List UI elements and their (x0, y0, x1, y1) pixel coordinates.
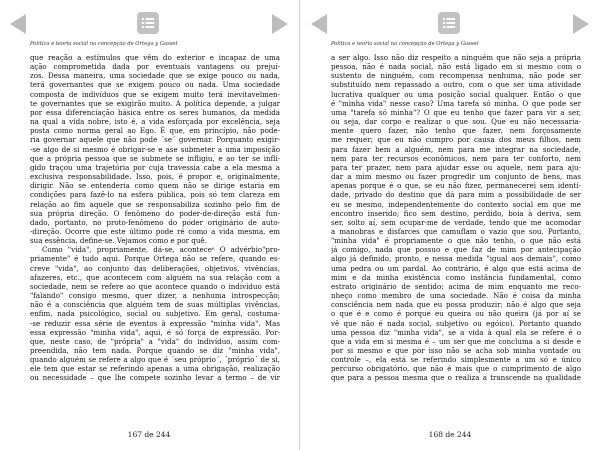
text-line: te governantes que se exigirão muito. A política depende, a julgar (30, 98, 280, 108)
right-page (301, 0, 599, 450)
text-line: sustento de ninguém, com recompensa nenhuma, não pode ser (331, 71, 581, 81)
text-line: sua própria direção. O fenômeno do poder-de-direção está fun- (30, 208, 280, 218)
text-line: que a própria pessoa que se submete se infligiu, e ao ter se infli- (30, 153, 280, 163)
page-body (331, 53, 581, 383)
next-page-arrow-icon[interactable] (272, 14, 288, 34)
text-line: terá governantes que se exigem pouco ou nada. Uma sociedade (30, 80, 280, 90)
paragraph (30, 245, 280, 382)
left-page (0, 0, 298, 450)
text-line: o que é e como é porque eu queira ou não queira (já por aí se (331, 309, 581, 319)
text-line: gido traçou uma trajetória por cuja travessia cabe a ela mesma a (30, 162, 280, 172)
text-line: -direção. Ocorre que este último pode ré como a vida mesma, em (30, 226, 280, 236)
text-line: lucrativa qualquer ou uma posição social qualquer. Então o que (331, 89, 581, 99)
text-line: ele tem que estar se referindo apenas a uma obrigação, realização (30, 364, 280, 374)
text-line: dade, privado do destino que dá para mim a possibilidade de ser (331, 190, 581, 200)
text-line: nheço como membro de uma sociedade. Não é coisa da minha (331, 291, 581, 301)
text-line: me requer; que eu não cumpro por causa dos meus filhos, nem (331, 135, 581, 145)
text-line: ria governar aquele que não pode ´se´ governar. Porquanto exigir- (30, 135, 280, 145)
menu-button[interactable] (137, 12, 159, 34)
prev-page-arrow-icon[interactable] (10, 14, 26, 34)
page-number: 168 de 244 (428, 430, 472, 439)
text-line: na qual a vida nobre, isto é, a vida esforçada por excelência, seja (30, 117, 280, 127)
text-line: mente quero fazer, não tenho que fazer, nem forçosamente (331, 126, 581, 136)
text-line: condições para fazê-lo na esfera pública, pois só tem clareza em (30, 190, 280, 200)
paragraph (30, 53, 280, 245)
menu-button[interactable] (438, 12, 460, 34)
text-line: dar a mim mesmo ou fazer progredir um conjunto de bens, mas (331, 172, 581, 182)
running-head: Política e teoria social na concepção de Ortega y Gasset (30, 41, 178, 47)
text-line: que, neste caso, de "própria" a "vida" do indivíduo, assim com- (30, 336, 280, 346)
text-line: nem para ter recursos econômicos, nem para ter conforto, nem (331, 153, 581, 163)
text-line: dirigir. Não se entenderia como quem não se dirige estaria em (30, 181, 280, 191)
text-line: é "minha vida" nesse caso? Uma tarefa só minha. O que pode ser (331, 98, 581, 108)
text-line: creve "vida", ao conjunto das deliberações, objetivos, vivências, (30, 263, 280, 273)
text-line: ser, solto aí, sem ocupar-me de verdade, tendo que me acomodar (331, 217, 581, 227)
text-line: que para a pessoa mesma que o realiza a transcende na qualidade (331, 373, 581, 383)
prev-page-arrow-icon[interactable] (311, 14, 327, 34)
list-icon (140, 15, 156, 31)
text-line: vê que não é nada social, subjetivo ou egóico). Portanto quando (331, 318, 581, 328)
text-line: que reação a estímulos que vêm do exterior e incapaz de uma (30, 53, 280, 62)
text-line: -se algo de si mesmo é obrigar-se e ase submeter a uma imposição (30, 144, 280, 154)
page-divider (299, 0, 300, 450)
text-line: sua essência, define-se. Vejamos como e por quê. (30, 236, 207, 246)
paragraph (331, 53, 581, 383)
text-line: enfim, nada psicológico, social ou subjetivo. Em geral, costuma- (30, 309, 280, 319)
text-line: afazeres, etc., que acontecem com alguém na sua relação com a (30, 272, 280, 282)
text-line: mim e da minha existência como instância fundamental, como (331, 272, 581, 282)
text-line: controle –, ela está se referindo simplesmente a um só e único (331, 355, 581, 365)
text-line: por si mesmo e que por isso não se acha sob minha vontade ou (331, 346, 581, 355)
text-line: a ser algo. Isso não diz respeito a ninguém que não seja a própria (331, 53, 581, 62)
text-line: para fazer bem a alguém, nem para me integrar na sociedade, (331, 144, 581, 154)
text-line: uma pessoa diz "minha vida", se a vida à qual ela se refere é o (331, 327, 581, 337)
text-line: zos. Dessa maneira, uma sociedade que se exige pouco ou nada, (30, 71, 280, 81)
text-line: já comigo, nada que possuo e que faz de mim por antecipação (331, 245, 581, 255)
text-line: preendida, não tem nada. Porque quando se diz "minha vida", (30, 346, 280, 355)
text-line: ou necessidade – que lhe compete sozinho levar a termo – de vir (30, 373, 280, 383)
text-line: exclusiva responsabilidade. Isso, pois, é propor e, originalmente, (30, 172, 280, 182)
text-line: não é a consciência que alguém tem de suas múltiplas vivências, (30, 300, 280, 310)
text-line: a manobras e disfarces que camuflam o vazio que sou. Portanto, (331, 226, 581, 236)
text-line: "falando" consigo mesmo, quer dizer, a nenhuma introspecção; (30, 291, 280, 301)
text-line: ação comprometida dada por eventuais vantagens ou prejuí- (30, 62, 280, 72)
text-line: priamente" é tudo aqui. Porque Ortega não se refere, quando es- (30, 254, 280, 264)
text-line: dado, portanto, no proto-fenômeno do poder originário de auto- (30, 217, 280, 227)
text-line: "minha vida" é propriamente o que não tenho, o que não está (331, 236, 581, 246)
next-page-arrow-icon[interactable] (573, 14, 589, 34)
text-line: sociedade, nem se refere ao que acontece quando o indivíduo está (30, 281, 280, 291)
text-line: encontro inserido; fico sem destino, perdido, boia à deriva, sem (331, 208, 581, 218)
page-number: 167 de 244 (127, 430, 171, 439)
text-line: eu se mesmo, independentemente do contexto social em que me (331, 199, 581, 209)
text-line: relação ao fim aquele que se responsabiliza sozinho pelo fim de (30, 199, 280, 209)
text-line: percurso obrigatório, que não é mais que o cumprimento de algo (331, 364, 581, 374)
text-line: posta como norma geral ao Ego. É que, em princípio, não pode- (30, 126, 280, 136)
list-icon (441, 15, 457, 31)
text-line: por essa diferenciação básica entre os seres humanos, da medida (30, 107, 280, 117)
page-body (30, 53, 280, 383)
text-line: substituído nem repassado a outro, com o que ser uma atividade (331, 80, 581, 90)
running-head: Política e teoria social na concepção de Ortega y Gasset (331, 41, 479, 47)
text-line: apenas porque é o que, se eu não fizer, permanecerei sem identi- (331, 181, 581, 191)
text-line: essa expressão "minha vida", aqui, é só força de expressão. Por- (30, 327, 280, 337)
text-line: Como "vida", propriamente, dá-se, aconteceᵉ O advérbio"pro- (42, 245, 280, 255)
text-line: pessoa, não é nada social, não está ligado em si mesmo com o (331, 62, 581, 72)
text-line: que a vida em si mesma é – um ser que me concluma a si desde e (331, 336, 581, 346)
text-line: estrato originário de sentido; acima de mim enquanto me reco- (331, 281, 581, 291)
text-line: uma pedra ou um pardal. Ao contrário, é algo que está acima de (331, 263, 581, 273)
text-line: composta de indivíduos que se exigem muito terá inevitavelmen- (30, 89, 280, 99)
text-line: para ter prazer, nem para ajudar esse ou aquele, nem para aju- (331, 162, 581, 172)
text-line: algo já definido, pronto, e nessa medida "igual aos demais", como (331, 254, 581, 264)
text-line: -se reduzir essa série de eventos à expressão "minha vida". Mas (30, 318, 280, 328)
text-line: uma "tarefa só minha"? O que eu tenho que fazer para vir a ser, (331, 107, 581, 117)
text-line: quando alguém se refere a algo que é ´seu próprio´, ´próprio´ de si, (30, 355, 280, 365)
text-line: ou seja, dar corpo e realizar o que sou. Que eu não necessaria- (331, 117, 581, 127)
text-line: consciência nem nada que eu possa produzir; não é algo que seja (331, 300, 581, 310)
